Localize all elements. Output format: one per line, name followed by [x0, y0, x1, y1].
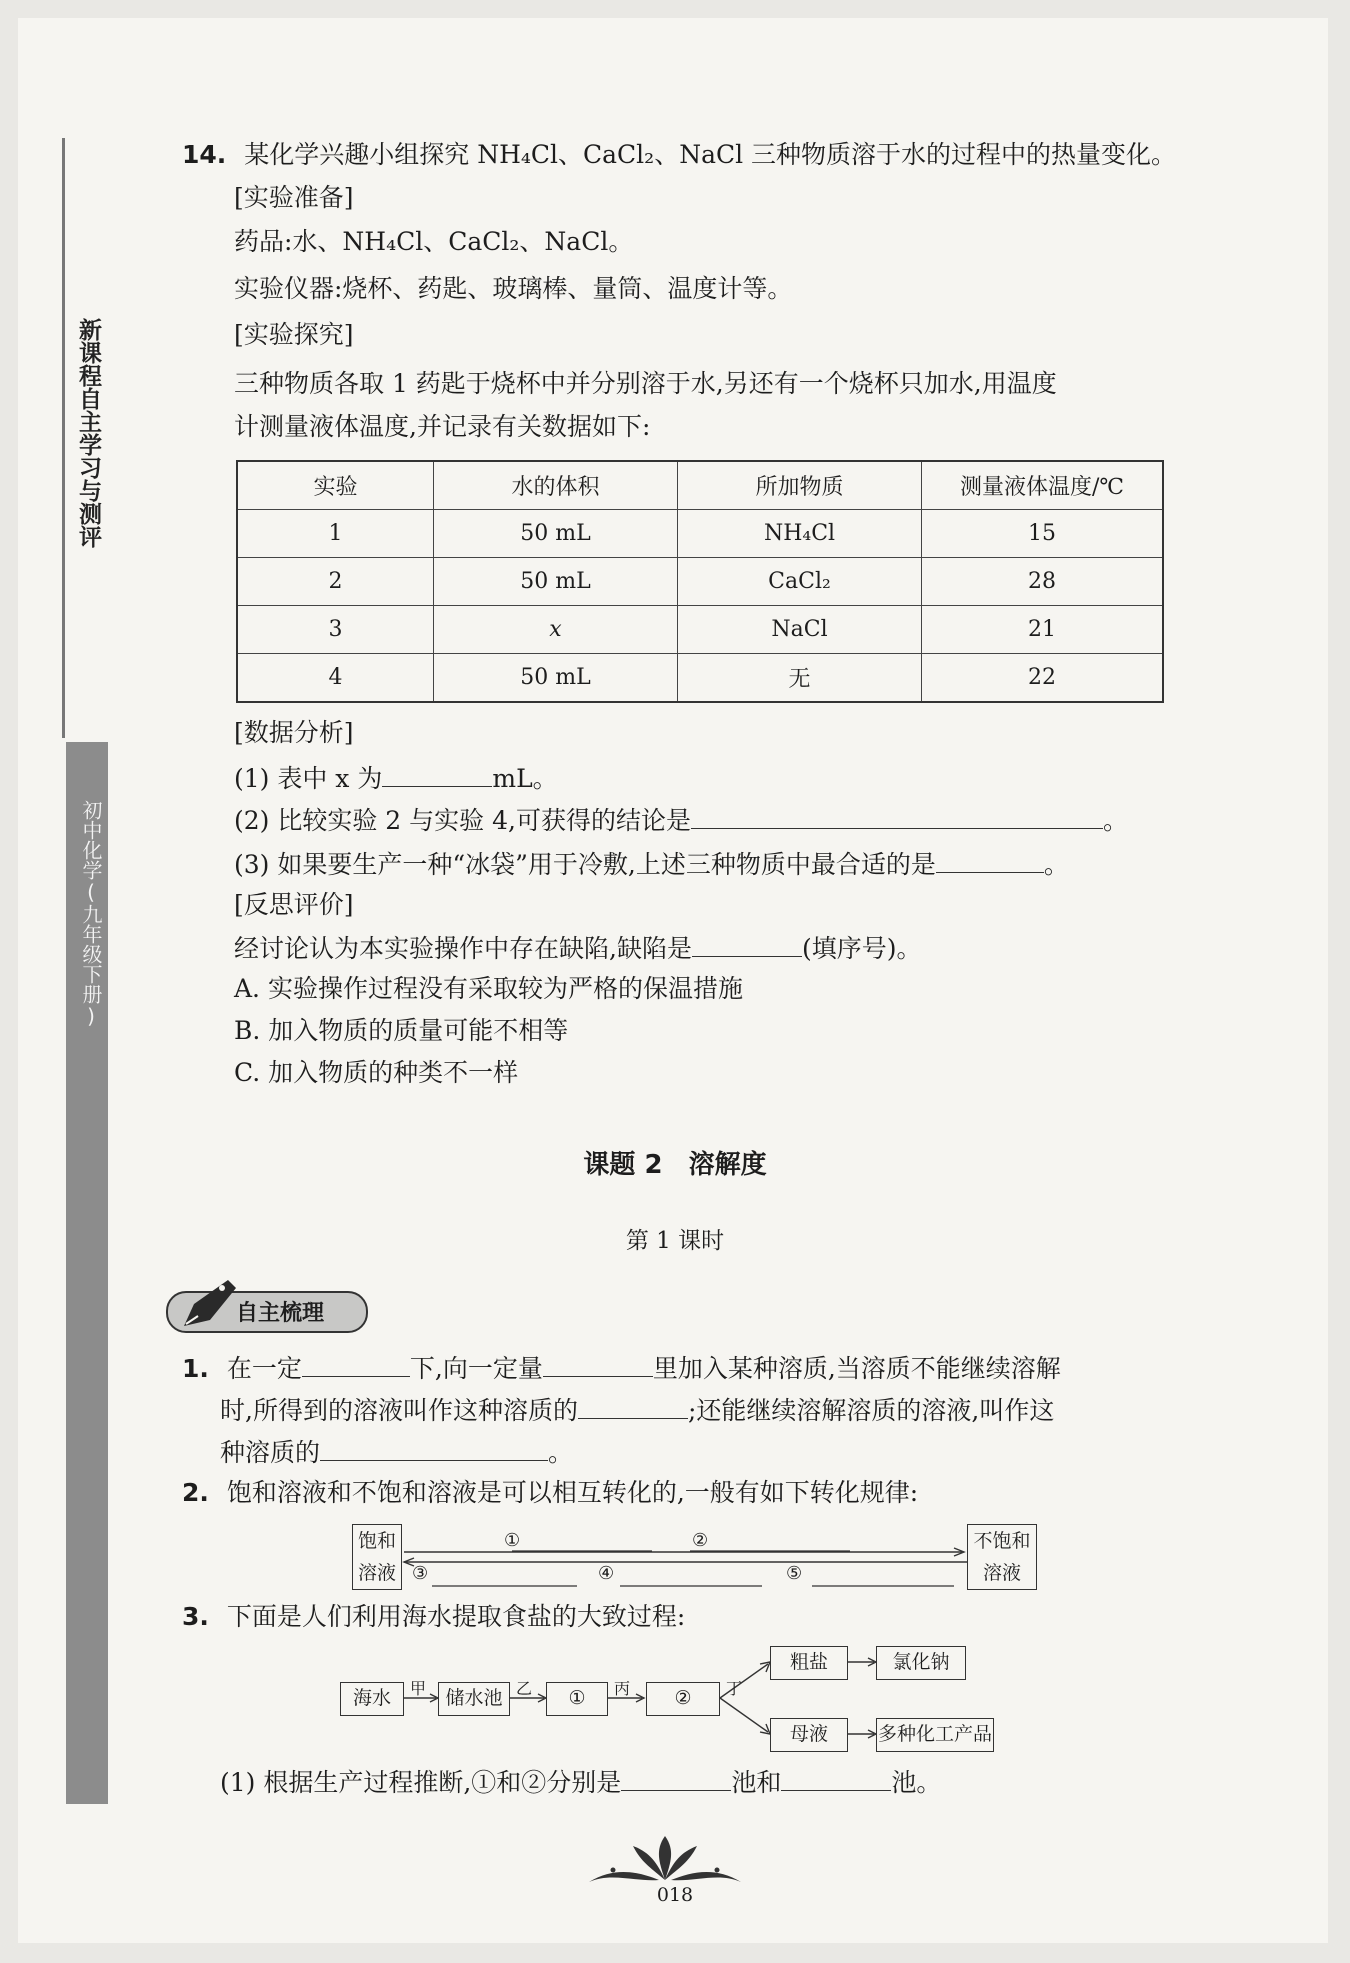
q1-line-1 — [182, 1350, 1061, 1386]
analysis-heading: [数据分析] — [234, 718, 354, 747]
table-row — [237, 654, 1163, 703]
analysis-q1-text: (1) 表中 x 为 — [234, 764, 383, 793]
unsaturated-box — [967, 1524, 1037, 1590]
arrow-label-bing: 丙 — [614, 1679, 631, 1698]
q1-text: 里加入某种溶质,当溶质不能继续溶解 — [652, 1354, 1061, 1383]
q3-sub1-text: 池和 — [731, 1768, 782, 1797]
mark-1: ① — [504, 1530, 521, 1551]
table-header: 水的体积 — [434, 461, 678, 510]
reflect-text: 经讨论认为本实验操作中存在缺陷,缺陷是 — [234, 934, 692, 963]
reflect-heading: [反思评价] — [234, 890, 354, 919]
q1-text: ;还能继续溶解溶质的溶液,叫作这 — [687, 1396, 1055, 1425]
explore-heading: [实验探究] — [234, 320, 354, 349]
table-cell: 2 — [237, 558, 434, 606]
answer-blank[interactable] — [543, 1350, 653, 1377]
table-cell: 15 — [922, 510, 1164, 558]
q3-sub1-text: (1) 根据生产过程推断,①和②分别是 — [220, 1768, 622, 1797]
flow-box-2: ② — [646, 1682, 720, 1716]
q3-number: 3. — [182, 1602, 209, 1631]
mark-2: ② — [692, 1530, 709, 1551]
reagents-line: 药品:水、NH₄Cl、CaCl₂、NaCl。 — [234, 227, 634, 256]
q14-number: 14. — [182, 140, 227, 169]
ornament-icon — [585, 1832, 745, 1888]
analysis-q3-end: 。 — [1043, 850, 1069, 879]
table-cell: CaCl₂ — [678, 558, 922, 606]
analysis-q3 — [234, 846, 1069, 882]
q1-text: 在一定 — [226, 1354, 302, 1383]
q1-number: 1. — [182, 1354, 209, 1383]
option-b: B. 加入物质的质量可能不相等 — [234, 1016, 569, 1045]
analysis-q1-unit: mL。 — [492, 764, 558, 793]
q1-text: 下,向一定量 — [409, 1354, 543, 1383]
box-text: 饱和 — [357, 1530, 396, 1552]
conversion-arrows — [402, 1524, 967, 1590]
answer-blank[interactable] — [578, 1392, 688, 1419]
option-a: A. 实验操作过程没有采取较为严格的保温措施 — [234, 974, 743, 1003]
answer-blank[interactable] — [382, 760, 492, 787]
explore-text-2: 计测量液体温度,并记录有关数据如下: — [234, 412, 651, 441]
table-cell: NaCl — [678, 606, 922, 654]
flow-box-chemical-products: 多种化工产品 — [876, 1718, 994, 1752]
q2-stem: 饱和溶液和不饱和溶液是可以相互转化的,一般有如下转化规律: — [226, 1478, 919, 1507]
experiment-table — [236, 460, 1164, 703]
page-number: 018 — [656, 1884, 694, 1906]
analysis-q1 — [234, 760, 558, 796]
flow-box-1: ① — [546, 1682, 608, 1716]
q1-text: 种溶质的 — [220, 1438, 321, 1467]
table-cell: 3 — [237, 606, 434, 654]
q1-text: 时,所得到的溶液叫作这种溶质的 — [220, 1396, 578, 1425]
mark-5: ⑤ — [786, 1563, 803, 1584]
q1-line-2 — [220, 1392, 1054, 1428]
q14-stem-line — [182, 138, 1176, 172]
table-cell: 21 — [922, 606, 1164, 654]
book-title: 初中化学(九年级下册) — [79, 800, 103, 1028]
table-cell: 4 — [237, 654, 434, 703]
answer-blank[interactable] — [302, 1350, 410, 1377]
table-cell: x — [434, 606, 678, 654]
prep-heading: [实验准备] — [234, 183, 354, 212]
q2-number: 2. — [182, 1478, 209, 1507]
q3-stem: 下面是人们利用海水提取食盐的大致过程: — [226, 1602, 686, 1631]
table-header-row — [237, 461, 1163, 510]
flow-box-crude-salt: 粗盐 — [770, 1646, 848, 1680]
q2-stem-line — [182, 1476, 918, 1510]
table-header: 所加物质 — [678, 461, 922, 510]
flow-box-sodium-chloride: 氯化钠 — [876, 1646, 966, 1680]
q3-stem-line — [182, 1600, 685, 1634]
table-cell: 50 mL — [434, 558, 678, 606]
badge-label: 自主梳理 — [236, 1301, 325, 1326]
table-cell: 50 mL — [434, 510, 678, 558]
table-row — [237, 510, 1163, 558]
option-c: C. 加入物质的种类不一样 — [234, 1058, 519, 1087]
box-text: 不饱和 — [973, 1530, 1031, 1552]
answer-blank[interactable] — [781, 1764, 891, 1791]
mark-3: ③ — [412, 1563, 429, 1584]
analysis-q2-text: (2) 比较实验 2 与实验 4,可获得的结论是 — [234, 806, 691, 835]
reflect-end: (填序号)。 — [801, 934, 922, 963]
analysis-q3-text: (3) 如果要生产一种“冰袋”用于冷敷,上述三种物质中最合适的是 — [234, 850, 936, 879]
arrow-label-ding: 丁 — [726, 1679, 743, 1698]
flow-box-reservoir: 储水池 — [438, 1682, 510, 1716]
answer-blank[interactable] — [621, 1764, 731, 1791]
pen-icon — [176, 1276, 242, 1332]
q1-text: 。 — [548, 1438, 574, 1467]
q3-sub1-text: 池。 — [891, 1768, 942, 1797]
flow-box-seawater: 海水 — [340, 1682, 404, 1716]
answer-blank[interactable] — [692, 930, 802, 957]
arrow-label-yi: 乙 — [516, 1679, 533, 1698]
reflect-question — [234, 930, 921, 966]
table-header: 实验 — [237, 461, 434, 510]
table-header: 测量液体温度/℃ — [922, 461, 1164, 510]
q3-sub1 — [220, 1764, 941, 1800]
table-cell: 28 — [922, 558, 1164, 606]
flow-box-mother-liquor: 母液 — [770, 1718, 848, 1752]
table-cell: 50 mL — [434, 654, 678, 703]
q1-line-3 — [220, 1434, 573, 1470]
table-cell: 1 — [237, 510, 434, 558]
saturated-box — [352, 1524, 402, 1590]
table-row — [237, 558, 1163, 606]
table-row — [237, 606, 1163, 654]
section-title: 课题 2 溶解度 — [583, 1150, 767, 1180]
q14-stem: 某化学兴趣小组探究 NH₄Cl、CaCl₂、NaCl 三种物质溶于水的过程中的热量变化。 — [244, 140, 1177, 169]
analysis-q2-end: 。 — [1102, 806, 1128, 835]
instruments-line: 实验仪器:烧杯、药匙、玻璃棒、量筒、温度计等。 — [234, 274, 793, 303]
answer-blank[interactable] — [691, 802, 1103, 829]
box-text: 溶液 — [982, 1562, 1021, 1584]
explore-text-1: 三种物质各取 1 药匙于烧杯中并分别溶于水,另还有一个烧杯只加水,用温度 — [234, 369, 1057, 398]
analysis-q2 — [234, 802, 1128, 838]
box-text: 溶液 — [357, 1562, 396, 1584]
lesson-title: 第 1 课时 — [625, 1228, 725, 1254]
table-cell: 无 — [678, 654, 922, 703]
arrow-label-jia: 甲 — [410, 1679, 427, 1698]
mark-4: ④ — [598, 1563, 615, 1584]
answer-blank[interactable] — [936, 846, 1044, 873]
answer-blank[interactable] — [320, 1434, 548, 1461]
series-title: 新课程自主学习与测评 — [75, 318, 101, 548]
table-cell: NH₄Cl — [678, 510, 922, 558]
table-cell: 22 — [922, 654, 1164, 703]
